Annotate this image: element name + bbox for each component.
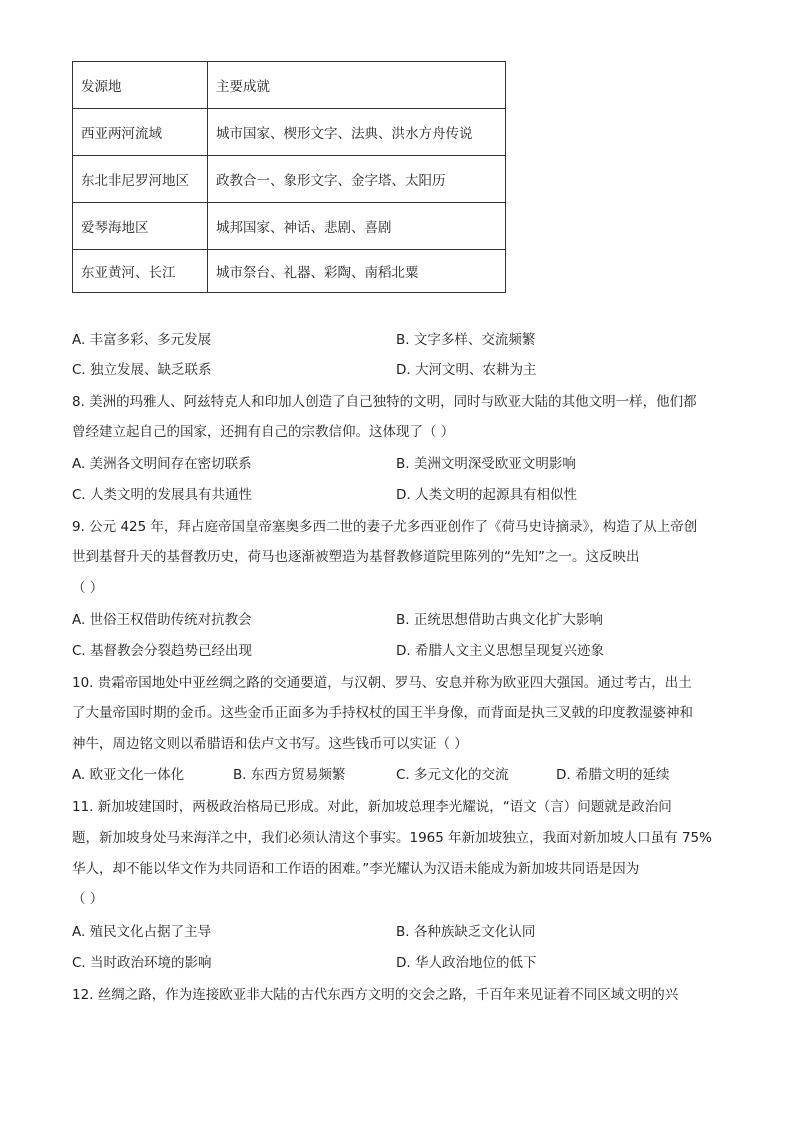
q8-option-d: D. 人类文明的起源具有相似性 bbox=[396, 487, 577, 503]
q10-stem-line: 10. 贵霜帝国地处中亚丝绸之路的交通要道，与汉朝、罗马、安息并称为欧亚四大强国。通过考古，出土 bbox=[72, 675, 692, 691]
q11-option-d: D. 华人政治地位的低下 bbox=[396, 955, 537, 971]
table-cell: 爱琴海地区 bbox=[73, 203, 208, 250]
table-cell: 政教合一、象形文字、金字塔、太阳历 bbox=[208, 156, 506, 203]
q10-option-b: B. 东西方贸易频繁 bbox=[233, 767, 346, 783]
q11-option-c: C. 当时政治环境的影响 bbox=[72, 955, 212, 971]
table-header-row bbox=[73, 62, 506, 109]
table-cell: 东亚黄河、长江 bbox=[73, 250, 208, 293]
q10-stem-line: 了大量帝国时期的金币。这些金币正面多为手持权杖的国王半身像，而背面是执三叉戟的印度教湿婆神和 bbox=[72, 705, 693, 721]
table-header-cell: 主要成就 bbox=[208, 62, 506, 109]
table-row bbox=[73, 250, 506, 293]
q10-option-c: C. 多元文化的交流 bbox=[396, 767, 509, 783]
q11-stem-line: （ ） bbox=[72, 891, 104, 907]
q7-option-b: B. 文字多样、交流频繁 bbox=[396, 332, 536, 348]
q7-option-c: C. 独立发展、缺乏联系 bbox=[72, 362, 212, 378]
q8-option-c: C. 人类文明的发展具有共通性 bbox=[72, 487, 253, 503]
q8-option-a: A. 美洲各文明间存在密切联系 bbox=[72, 456, 252, 472]
q11-stem-line: 11. 新加坡建国时，两极政治格局已形成。对此，新加坡总理李光耀说，“语文（言）问题就是政治问 bbox=[72, 799, 672, 815]
q10-option-d: D. 希腊文明的延续 bbox=[556, 767, 670, 783]
q9-option-a: A. 世俗王权借助传统对抗教会 bbox=[72, 612, 252, 628]
q8-option-b: B. 美洲文明深受欧亚文明影响 bbox=[396, 456, 576, 472]
q10-stem-line: 神牛，周边铭文则以希腊语和佉卢文书写。这些钱币可以实证（ ） bbox=[72, 736, 468, 752]
q9-option-d: D. 希腊人文主义思想呈现复兴迹象 bbox=[396, 643, 604, 659]
table-cell: 东北非尼罗河地区 bbox=[73, 156, 208, 203]
q10-option-a: A. 欧亚文化一体化 bbox=[72, 767, 185, 783]
table-row bbox=[73, 109, 506, 156]
q9-stem-line: （ ） bbox=[72, 580, 104, 596]
q11-stem-line: 题，新加坡身处马来海洋之中，我们必须认清这个事实。1965 年新加坡独立，我面对新加坡人口虽有 75% bbox=[72, 830, 712, 846]
q9-option-b: B. 正统思想借助古典文化扩大影响 bbox=[396, 612, 603, 628]
q12-stem-line: 12. 丝绸之路，作为连接欧亚非大陆的古代东西方文明的交会之路，千百年来见证着不同区域文明的兴 bbox=[72, 987, 679, 1003]
q8-stem-line: 曾经建立起自己的国家，还拥有自己的宗教信仰。这体现了（ ） bbox=[72, 424, 455, 440]
civilization-table bbox=[72, 61, 506, 293]
table-row bbox=[73, 156, 506, 203]
q7-option-d: D. 大河文明、农耕为主 bbox=[396, 362, 537, 378]
q9-stem-line: 世到基督升天的基督教历史，荷马也逐渐被塑造为基督教修道院里陈列的“先知”之一。这反映出 bbox=[72, 549, 640, 565]
q7-option-a: A. 丰富多彩、多元发展 bbox=[72, 332, 212, 348]
q9-stem-line: 9. 公元 425 年，拜占庭帝国皇帝塞奥多西二世的妻子尤多西亚创作了《荷马史诗摘录》，构造了从上帝创 bbox=[72, 519, 698, 535]
q11-option-a: A. 殖民文化占据了主导 bbox=[72, 924, 212, 940]
table-cell: 西亚两河流域 bbox=[73, 109, 208, 156]
table-cell: 城市祭台、礼器、彩陶、南稻北粟 bbox=[208, 250, 506, 293]
table-cell: 城市国家、楔形文字、法典、洪水方舟传说 bbox=[208, 109, 506, 156]
table-header-cell: 发源地 bbox=[73, 62, 208, 109]
q9-option-c: C. 基督教会分裂趋势已经出现 bbox=[72, 643, 253, 659]
q8-stem-line: 8. 美洲的玛雅人、阿兹特克人和印加人创造了自己独特的文明，同时与欧亚大陆的其他文明一样，他们都 bbox=[72, 394, 697, 410]
table-row bbox=[73, 203, 506, 250]
q11-stem-line: 华人，却不能以华文作为共同语和工作语的困难。”李光耀认为汉语未能成为新加坡共同语是因为 bbox=[72, 861, 640, 877]
table-cell: 城邦国家、神话、悲剧、喜剧 bbox=[208, 203, 506, 250]
q11-option-b: B. 各种族缺乏文化认同 bbox=[396, 924, 536, 940]
